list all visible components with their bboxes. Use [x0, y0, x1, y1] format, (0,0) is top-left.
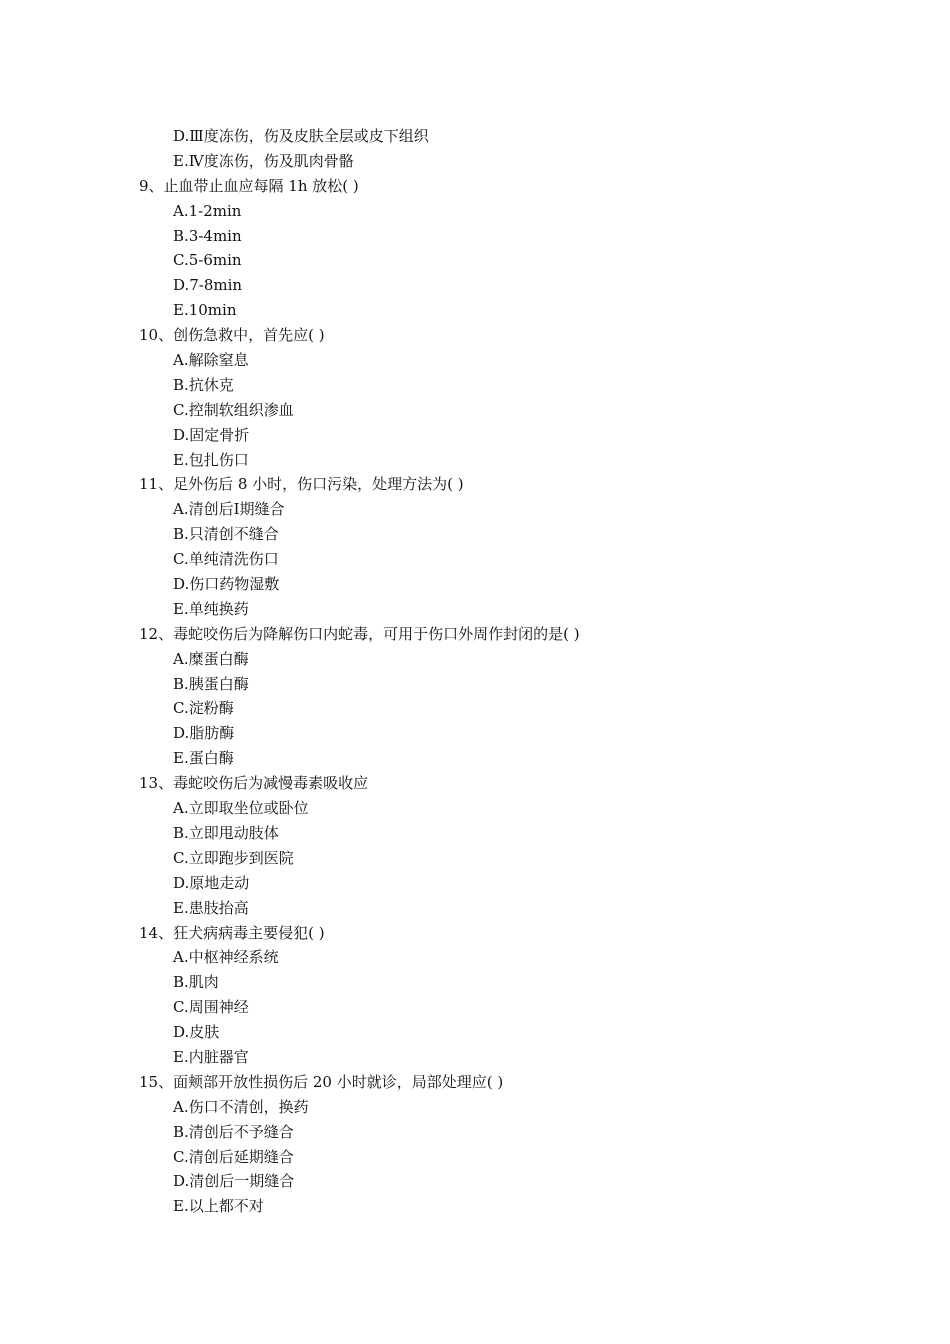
option-line: C.立即跑步到医院: [173, 848, 294, 867]
option-line: B.3-4min: [173, 226, 242, 245]
option-line: E.以上都不对: [173, 1197, 264, 1216]
option-line: C.控制软组织渗血: [173, 400, 294, 419]
option-line: A.伤口不清创，换药: [173, 1097, 309, 1116]
option-line: A.解除窒息: [173, 351, 249, 370]
option-line: D.原地走动: [173, 873, 250, 892]
option-line: E.Ⅳ度冻伤，伤及肌肉骨骼: [173, 151, 354, 170]
option-line: D.清创后一期缝合: [173, 1172, 295, 1191]
option-line: B.胰蛋白酶: [173, 674, 249, 693]
option-line: A.中枢神经系统: [173, 948, 279, 967]
option-line: D.皮肤: [173, 1023, 220, 1042]
option-line: E.患肢抬高: [173, 898, 249, 917]
document-page: [0, 124, 950, 1219]
option-line: B.肌肉: [173, 973, 219, 992]
option-line: A.1-2min: [173, 201, 242, 220]
option-line: E.内脏器官: [173, 1047, 249, 1066]
question-stem: 14、狂犬病病毒主要侵犯( ): [139, 923, 325, 942]
option-line: C.5-6min: [173, 251, 242, 270]
option-line: C.周围神经: [173, 998, 249, 1017]
question-stem: 9、止血带止血应每隔 1h 放松( ): [139, 176, 359, 195]
option-line: E.蛋白酶: [173, 749, 234, 768]
question-stem: 10、创伤急救中，首先应( ): [139, 326, 325, 345]
question-stem: 15、面颊部开放性损伤后 20 小时就诊，局部处理应( ): [139, 1072, 504, 1091]
option-line: E.单纯换药: [173, 599, 249, 618]
option-line: C.清创后延期缝合: [173, 1147, 294, 1166]
option-line: B.只清创不缝合: [173, 525, 279, 544]
option-line: C.淀粉酶: [173, 699, 234, 718]
option-line: B.立即甩动肢体: [173, 823, 279, 842]
option-line: C.单纯清洗伤口: [173, 550, 279, 569]
option-line: D.Ⅲ度冻伤，伤及皮肤全层或皮下组织: [173, 127, 429, 145]
option-line: D.7-8min: [173, 276, 243, 295]
option-line: A.糜蛋白酶: [173, 649, 249, 668]
option-line: B.清创后不予缝合: [173, 1122, 294, 1141]
option-line: D.固定骨折: [173, 425, 250, 444]
question-stem: 12、毒蛇咬伤后为降解伤口内蛇毒，可用于伤口外周作封闭的是( ): [139, 624, 580, 643]
option-line: B.抗休克: [173, 375, 234, 394]
option-line: E.包扎伤口: [173, 450, 249, 469]
option-line: A.立即取坐位或卧位: [173, 799, 309, 818]
option-line: E.10min: [173, 301, 237, 320]
option-line: D.脂肪酶: [173, 724, 235, 743]
question-stem: 13、毒蛇咬伤后为减慢毒素吸收应: [139, 774, 369, 793]
option-line: D.伤口药物湿敷: [173, 575, 280, 594]
option-line: A.清创后Ⅰ期缝合: [173, 500, 285, 519]
question-stem: 11、足外伤后 8 小时，伤口污染，处理方法为( ): [139, 475, 464, 494]
